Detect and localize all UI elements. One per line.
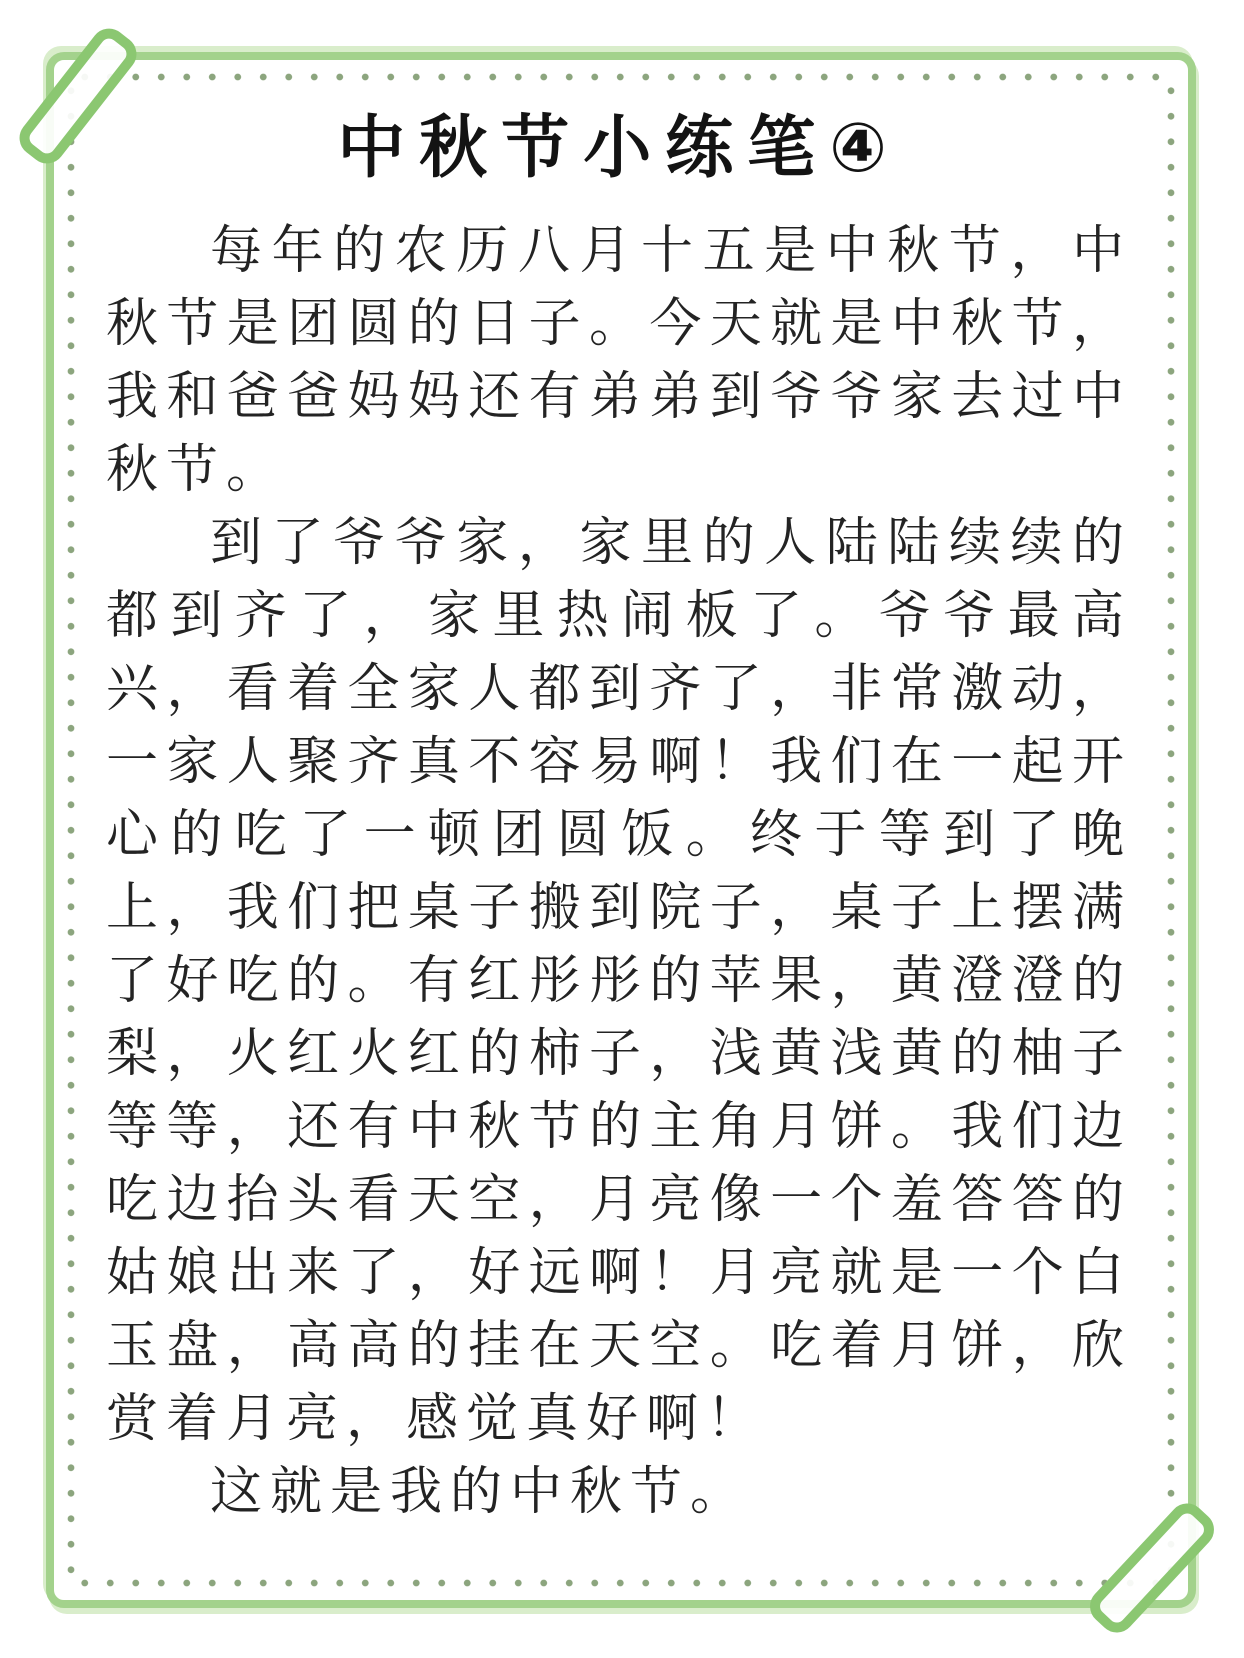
essay-paragraph-2: 到了爷爷家，家里的人陆陆续续的都到齐了，家里热闹板了。爷爷最高兴，看着全家人都到齐了，非常激动，一家人聚齐真不容易啊！我们在一起开心的吃了一顿团圆饭。终于等到了晚上，我们把桌子搬到院子，桌子上摆满了好吃的。有红彤彤的苹果，黄澄澄的梨，火红火红的柿子，浅黄浅黄的柚子等等，还有中秋节的主角月饼。我们边吃边抬头看天空，月亮像一个羞答答的姑娘出来了，好远啊！月亮就是一个白玉盘，高高的挂在天空。吃着月饼，欣赏着月亮，感觉真好啊！ — [106, 513, 1132, 1449]
essay-title: 中秋节小练笔④ — [337, 109, 901, 188]
essay-content — [106, 94, 1132, 1529]
dotted-border-left — [66, 78, 76, 1582]
dotted-border-right — [1166, 78, 1176, 1582]
dotted-border-bottom — [72, 1578, 1170, 1588]
essay-card-frame — [46, 52, 1196, 1608]
essay-paragraph-3: 这就是我的中秋节。 — [210, 1462, 751, 1522]
essay-paragraph-1: 每年的农历八月十五是中秋节，中秋节是团圆的日子。今天就是中秋节，我和爸爸妈妈还有弟弟到爷爷家去过中秋节。 — [106, 221, 1132, 500]
dotted-border-top — [72, 72, 1170, 82]
